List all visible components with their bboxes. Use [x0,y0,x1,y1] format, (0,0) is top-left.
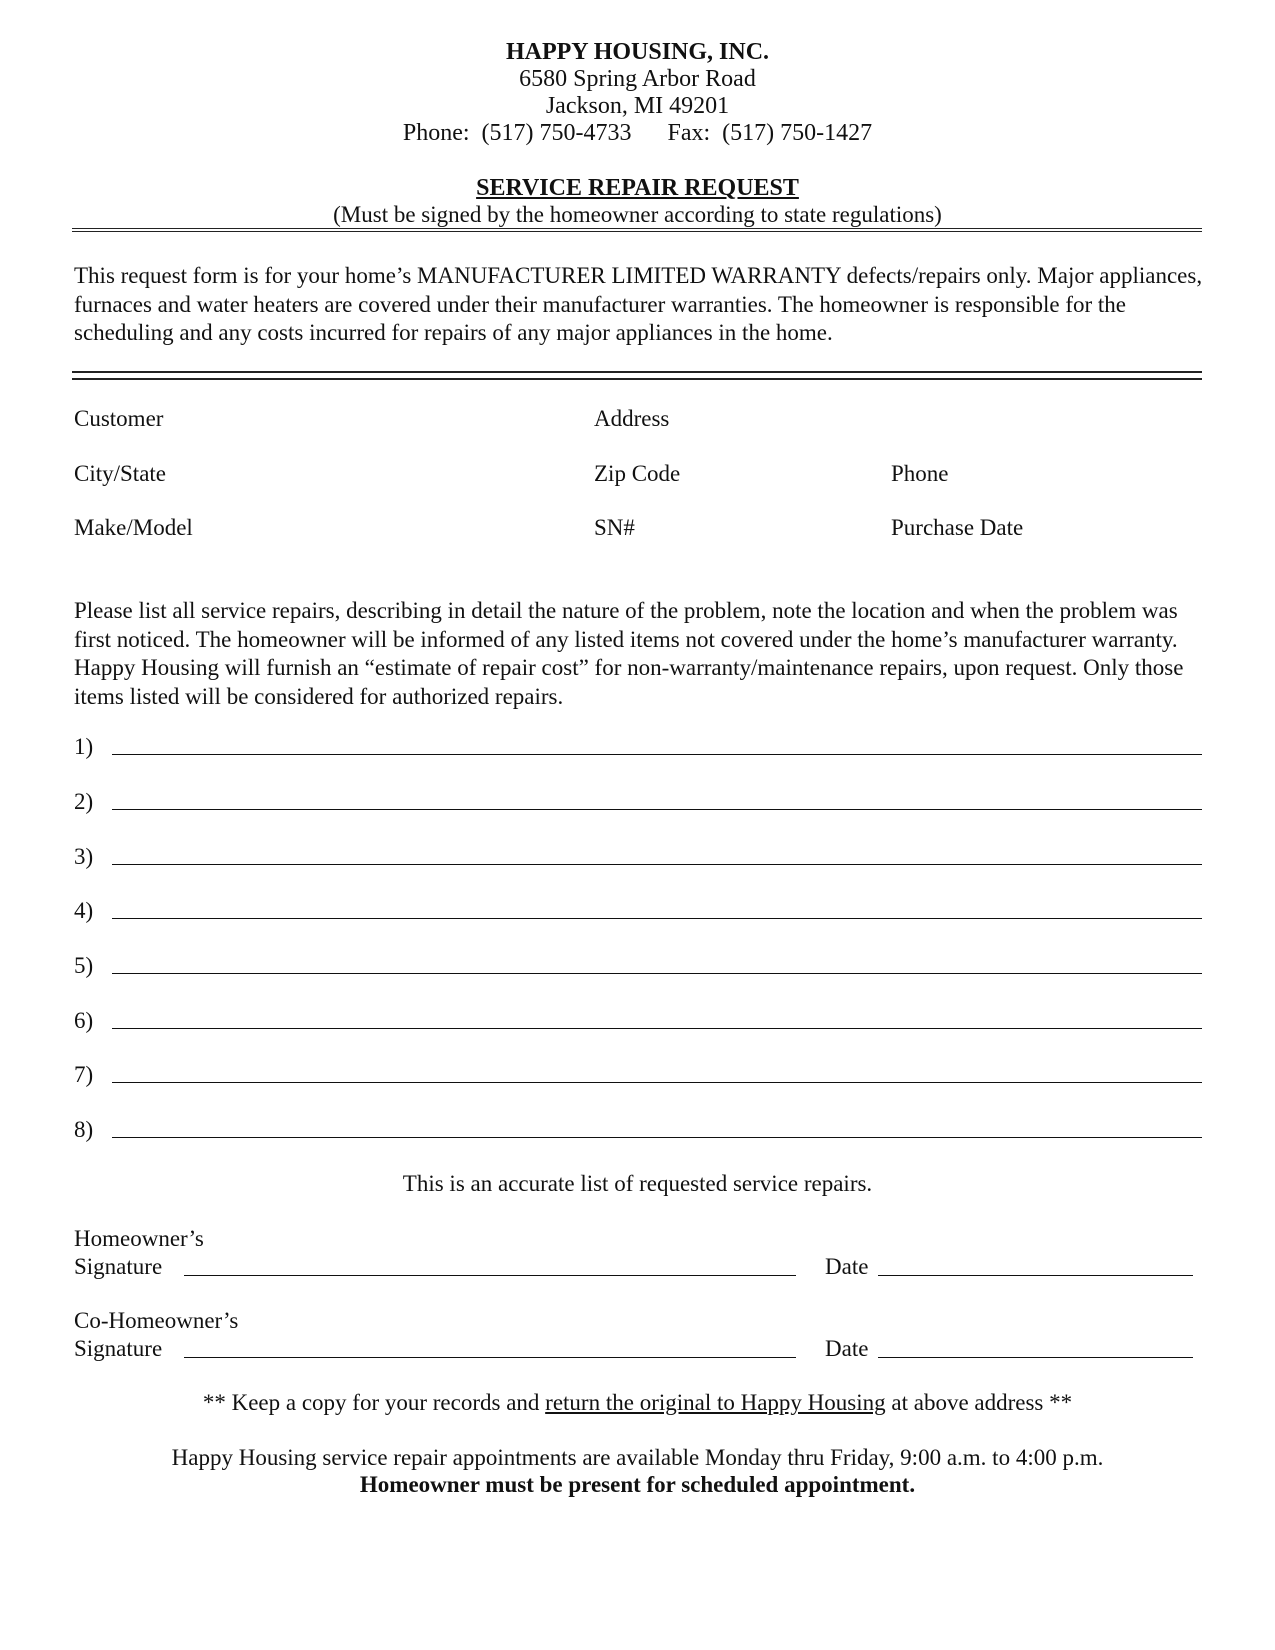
co-homeowner-signature-label-line2: Signature [74,1336,163,1361]
homeowner-signature-label-line1: Homeowner’s [74,1226,204,1251]
form-title-text: SERVICE REPAIR REQUEST [476,175,799,201]
zip-code-label: Zip Code [594,461,681,486]
homeowner-date-label: Date [825,1254,869,1279]
accuracy-statement: This is an accurate list of requested service repairs. [402,1171,873,1196]
keep-copy-suffix: at above address ** [885,1390,1073,1415]
purchase-date-label: Purchase Date [891,515,1024,540]
section-divider [72,371,1202,380]
repair-line-2[interactable] [112,809,1202,810]
company-contact: Phone: (517) 750-4733 Fax: (517) 750-1427 [402,120,873,146]
repair-line-1[interactable] [112,754,1202,755]
repair-line-number: 6) [74,1008,94,1033]
presence-requirement: Homeowner must be present for scheduled appointment. [359,1472,916,1497]
repair-line-number: 4) [74,898,94,923]
instructions-paragraph: Please list all service repairs, describing in detail the nature of the problem, note the location and when the problem was first noticed. The homeowner will be informed of any listed items not covered under the home’s manufacturer warranty. Happy Housing will furnish an “estimate of repair cost” for non-warranty/maintenance repairs, upon request. Only those items listed will be considered for authorized repairs. [74,598,1184,709]
repair-line-3[interactable] [112,864,1202,865]
return-original-text: return the original to Happy Housing [545,1390,886,1415]
repair-line-4[interactable] [112,918,1202,919]
make-model-label: Make/Model [74,515,193,540]
homeowner-date-field[interactable] [878,1275,1193,1276]
repair-line-number: 1) [74,734,94,759]
form-subtitle: (Must be signed by the homeowner according to state regulations) [333,202,942,227]
co-homeowner-date-field[interactable] [878,1357,1193,1358]
repair-line-number: 5) [74,953,94,978]
appointments-note: Happy Housing service repair appointments are available Monday thru Friday, 9:00 a.m. to 4:00 p.m. [171,1445,1104,1470]
repair-line-8[interactable] [112,1137,1202,1138]
keep-copy-prefix: ** Keep a copy for your records and [202,1390,546,1415]
address-label: Address [594,406,670,431]
customer-label: Customer [74,406,164,431]
repair-line-number: 2) [74,789,94,814]
form-title [0,174,1275,202]
repair-line-7[interactable] [112,1082,1202,1083]
repair-line-6[interactable] [112,1028,1202,1029]
repair-line-number: 8) [74,1117,94,1142]
homeowner-signature-field[interactable] [184,1275,796,1276]
repair-line-5[interactable] [112,973,1202,974]
intro-paragraph: This request form is for your home’s MANUFACTURER LIMITED WARRANTY defects/repairs only. Major appliances, furnaces and water heaters are covered under their manufacturer warranties. The homeowner is responsible for the scheduling and any costs incurred for repairs of any major appliances in the home. [74,263,1203,345]
co-homeowner-signature-field[interactable] [184,1357,796,1358]
company-name: HAPPY HOUSING, INC. [505,39,770,65]
company-street: 6580 Spring Arbor Road [519,66,756,92]
homeowner-signature-label-line2: Signature [74,1254,163,1279]
company-city: Jackson, MI 49201 [545,93,730,119]
phone-label: Phone [891,461,949,486]
keep-copy-note [0,1389,1275,1417]
city-state-label: City/State [74,461,166,486]
co-homeowner-date-label: Date [825,1336,869,1361]
sn-label: SN# [594,515,635,540]
co-homeowner-signature-label-line1: Co-Homeowner’s [74,1308,239,1333]
header-divider [72,228,1202,232]
repair-line-number: 3) [74,844,94,869]
repair-line-number: 7) [74,1062,94,1087]
